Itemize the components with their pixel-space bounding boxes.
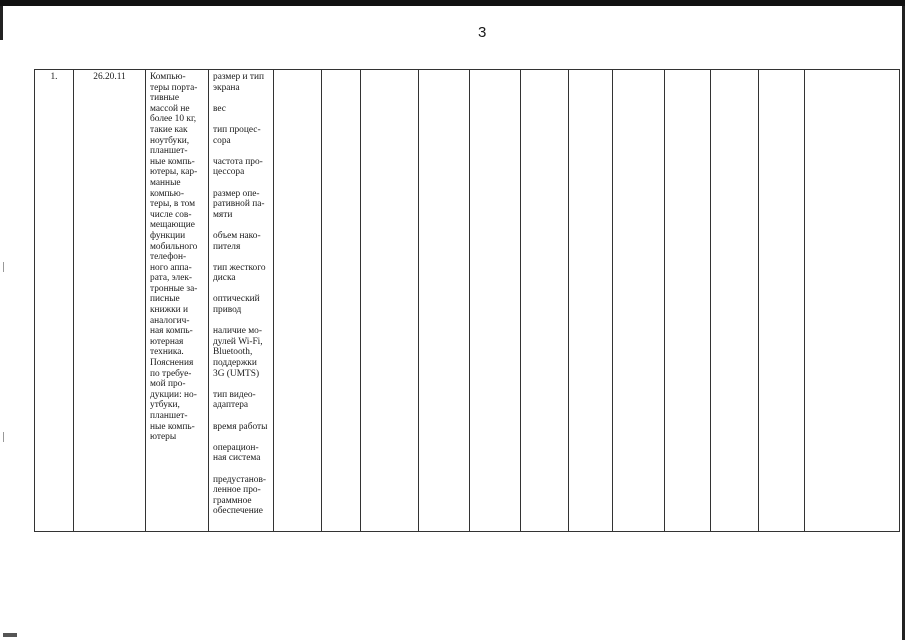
characteristic-line: оптический xyxy=(213,294,260,305)
characteristic-line: наличие мо- xyxy=(213,326,262,337)
empty-cell xyxy=(613,70,665,532)
characteristic-spacer xyxy=(213,411,269,422)
characteristic-line: размер и тип xyxy=(213,72,265,82)
product-name-line: утбуки, xyxy=(150,400,180,411)
row-number-cell xyxy=(35,70,74,532)
empty-cell xyxy=(665,70,711,532)
characteristic-line: сора xyxy=(213,135,231,146)
product-name-line: рата, элек- xyxy=(150,273,193,284)
characteristic-line: ная система xyxy=(213,453,261,464)
characteristic-item xyxy=(213,294,269,315)
characteristic-item xyxy=(213,72,269,93)
row-number: 1. xyxy=(50,72,58,82)
scan-corner-artifact xyxy=(3,633,17,637)
product-name-line: дукции: но- xyxy=(150,389,197,400)
empty-cell xyxy=(805,70,900,532)
characteristic-item xyxy=(213,157,269,178)
characteristic-item xyxy=(213,263,269,284)
characteristic-spacer xyxy=(213,146,269,157)
characteristic-line: поддержки xyxy=(213,358,257,369)
characteristic-line: дулей Wi-Fi, xyxy=(213,336,263,347)
product-name-line: мещающие xyxy=(150,220,195,231)
characteristic-line: ративной па- xyxy=(213,199,265,210)
characteristic-line: обеспечение xyxy=(213,506,263,517)
product-name-line: телефон- xyxy=(150,252,187,263)
characteristic-line: вес xyxy=(213,103,226,114)
product-name-line: более 10 кг, xyxy=(150,114,197,125)
product-name xyxy=(150,72,204,443)
product-name-line: ного аппа- xyxy=(150,262,192,273)
characteristic-spacer xyxy=(213,114,269,125)
product-name-line: ные компь- xyxy=(150,156,195,167)
empty-cell xyxy=(711,70,759,532)
scan-artifact xyxy=(3,432,4,442)
product-name-line: компью- xyxy=(150,188,184,199)
characteristic-spacer xyxy=(213,220,269,231)
empty-cell xyxy=(361,70,419,532)
table-row xyxy=(35,70,900,532)
product-name-line: функции xyxy=(150,230,186,241)
characteristics-cell xyxy=(209,70,274,532)
characteristic-spacer xyxy=(213,432,269,443)
characteristics-list xyxy=(213,72,269,517)
empty-cell xyxy=(521,70,569,532)
product-name-line: ные компь- xyxy=(150,421,195,432)
okpd-code: 26.20.11 xyxy=(93,72,126,82)
product-name-line: мой про- xyxy=(150,379,186,390)
product-name-line: такие как xyxy=(150,124,188,135)
characteristic-line: Bluetooth, xyxy=(213,347,253,358)
characteristic-spacer xyxy=(213,316,269,327)
characteristic-line: привод xyxy=(213,305,242,316)
product-name-line: ютеры, кар- xyxy=(150,167,198,178)
product-name-line: планшет- xyxy=(150,146,188,157)
characteristic-line: объем нако- xyxy=(213,230,261,241)
product-name-line: теры порта- xyxy=(150,82,198,93)
empty-cell xyxy=(569,70,613,532)
characteristic-line: предустанов- xyxy=(213,474,266,485)
characteristic-item xyxy=(213,326,269,379)
product-name-line: мобильного xyxy=(150,241,198,252)
page-number: 3 xyxy=(478,24,487,41)
scan-top-border xyxy=(0,0,905,6)
empty-cell xyxy=(322,70,361,532)
product-name-line: ноутбуки, xyxy=(150,135,190,146)
characteristic-line: адаптера xyxy=(213,400,249,411)
characteristic-spacer xyxy=(213,93,269,104)
scan-artifact xyxy=(3,262,4,272)
characteristic-item xyxy=(213,189,269,221)
product-name-line: манные xyxy=(150,177,181,188)
product-name-cell xyxy=(146,70,209,532)
product-name-line: числе сов- xyxy=(150,209,192,220)
characteristic-item xyxy=(213,443,269,464)
characteristic-spacer xyxy=(213,178,269,189)
characteristic-line: экрана xyxy=(213,82,240,93)
characteristic-line: тип процес- xyxy=(213,124,261,135)
characteristic-item xyxy=(213,125,269,146)
product-name-line: аналогич- xyxy=(150,315,190,326)
product-name-line: тронные за- xyxy=(150,283,198,294)
characteristic-line: граммное xyxy=(213,495,252,506)
product-name-line: планшет- xyxy=(150,411,188,421)
characteristic-spacer xyxy=(213,464,269,475)
characteristic-item xyxy=(213,104,269,115)
product-name-line: писные xyxy=(150,294,180,305)
product-name-line: ютерная xyxy=(150,336,184,347)
product-name-line: по требуе- xyxy=(150,368,192,379)
product-name-line: Компью- xyxy=(150,72,186,82)
characteristic-line: частота про- xyxy=(213,156,263,167)
product-name-line: ютеры xyxy=(150,432,177,443)
empty-cell xyxy=(759,70,805,532)
characteristic-item xyxy=(213,422,269,433)
characteristic-line: тип видео- xyxy=(213,389,256,400)
empty-cell xyxy=(419,70,470,532)
empty-cell xyxy=(470,70,521,532)
characteristic-line: операцион- xyxy=(213,442,259,453)
characteristic-line: размер опе- xyxy=(213,188,260,199)
characteristic-spacer xyxy=(213,284,269,295)
characteristic-line: 3G (UMTS) xyxy=(213,368,260,379)
characteristic-spacer xyxy=(213,252,269,263)
product-name-line: Пояснения xyxy=(150,358,194,369)
product-name-line: книжки и xyxy=(150,305,188,316)
characteristic-line: диска xyxy=(213,273,236,284)
characteristic-item xyxy=(213,390,269,411)
characteristic-item xyxy=(213,475,269,517)
characteristic-item xyxy=(213,231,269,252)
characteristic-line: ленное про- xyxy=(213,485,261,496)
product-name-line: ная компь- xyxy=(150,326,193,337)
requirements-table xyxy=(34,69,900,532)
product-name-line: техника. xyxy=(150,347,184,358)
characteristic-line: время работы xyxy=(213,421,268,432)
product-name-line: тивные xyxy=(150,93,180,104)
product-name-line: теры, в том xyxy=(150,199,196,210)
characteristic-line: цессора xyxy=(213,167,245,178)
characteristic-spacer xyxy=(213,379,269,390)
scan-left-edge xyxy=(0,6,3,40)
characteristic-line: тип жесткого xyxy=(213,262,266,273)
okpd-code-cell xyxy=(74,70,146,532)
characteristic-line: пителя xyxy=(213,241,241,252)
empty-cell xyxy=(274,70,322,532)
product-name-line: массой не xyxy=(150,103,190,114)
characteristic-line: мяти xyxy=(213,209,233,220)
